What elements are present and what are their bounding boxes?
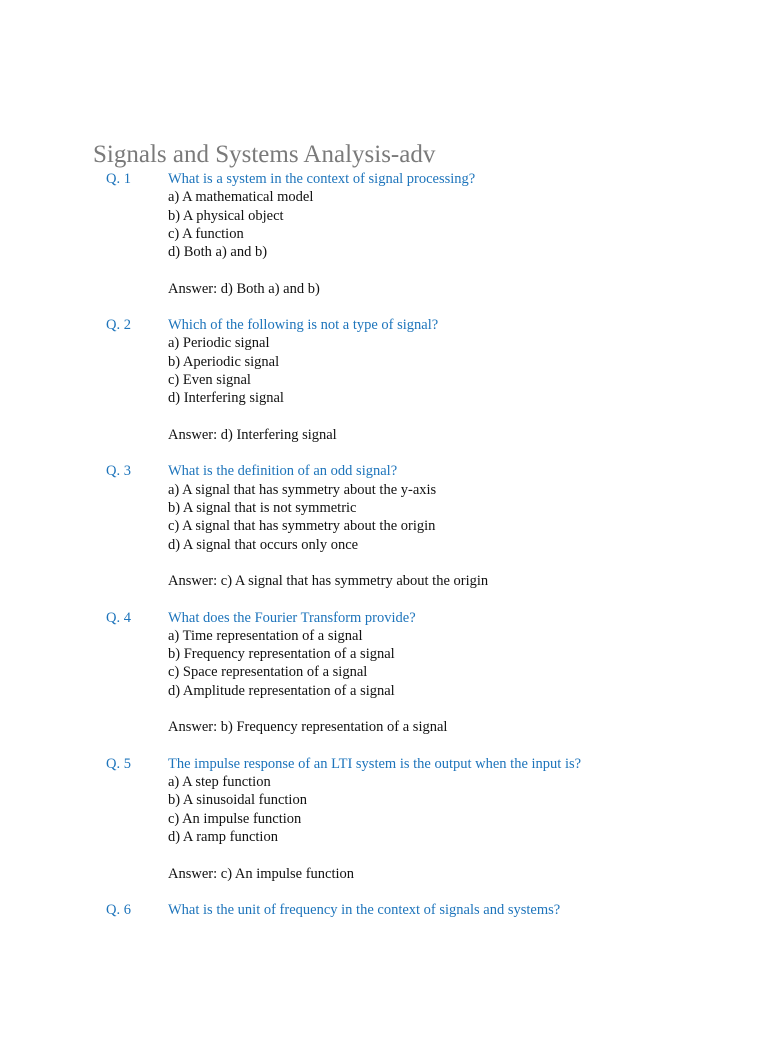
correct-answer: Answer: d) Both a) and b): [168, 280, 320, 297]
answer-option: a) A mathematical model: [168, 189, 314, 206]
answer-option: a) Periodic signal: [168, 335, 270, 352]
question-text: Which of the following is not a type of signal?: [168, 317, 439, 334]
question-block: [0, 901, 768, 1047]
correct-answer: Answer: d) Interfering signal: [168, 426, 337, 443]
question-body: [168, 609, 748, 737]
spacer: [168, 408, 748, 426]
answer-option: b) Frequency representation of a signal: [168, 646, 395, 663]
question-body: [168, 462, 748, 590]
answer-option: c) Space representation of a signal: [168, 664, 368, 681]
question-body: [168, 316, 748, 444]
question-text: What does the Fourier Transform provide?: [168, 609, 416, 626]
answer-option: c) An impulse function: [168, 810, 302, 827]
answer-option: a) A signal that has symmetry about the y-axis: [168, 481, 437, 498]
answer-option: d) A ramp function: [168, 828, 278, 845]
question-number: Q. 3: [106, 463, 131, 480]
question-text: What is a system in the context of signal processing?: [168, 171, 476, 187]
question-number: Q. 5: [106, 755, 131, 772]
question-body: [168, 901, 748, 919]
answer-option: a) A step function: [168, 774, 271, 791]
answer-option: b) A sinusoidal function: [168, 792, 307, 809]
spacer: [168, 261, 748, 279]
spacer: [168, 554, 748, 572]
answer-option: b) A signal that is not symmetric: [168, 499, 357, 516]
spacer: [168, 700, 748, 718]
question-body: [168, 170, 748, 298]
spacer: [168, 846, 748, 864]
answer-option: b) A physical object: [168, 207, 284, 224]
correct-answer: Answer: c) An impulse function: [168, 865, 355, 882]
answer-option: d) Interfering signal: [168, 390, 284, 407]
question-text: The impulse response of an LTI system is the output when the input is?: [168, 755, 582, 772]
question-list: [0, 170, 768, 1047]
answer-option: c) A function: [168, 225, 244, 242]
question-number: Q. 1: [106, 171, 131, 187]
correct-answer: Answer: c) A signal that has symmetry about the origin: [168, 573, 489, 590]
answer-option: c) Even signal: [168, 372, 251, 389]
question-block: [0, 609, 768, 755]
correct-answer: Answer: b) Frequency representation of a signal: [168, 719, 448, 736]
question-block: [0, 316, 768, 462]
answer-option: c) A signal that has symmetry about the origin: [168, 518, 436, 535]
answer-option: b) Aperiodic signal: [168, 353, 280, 370]
answer-option: a) Time representation of a signal: [168, 627, 363, 644]
document-title: Signals and Systems Analysis-adv: [93, 140, 436, 168]
answer-option: d) Both a) and b): [168, 244, 268, 261]
answer-option: d) A signal that occurs only once: [168, 536, 359, 553]
question-number: Q. 6: [106, 901, 131, 918]
answer-option: d) Amplitude representation of a signal: [168, 682, 395, 699]
question-text: What is the unit of frequency in the context of signals and systems?: [168, 901, 561, 918]
question-number: Q. 4: [106, 609, 131, 626]
question-number: Q. 2: [106, 317, 131, 334]
question-block: [0, 755, 768, 901]
question-block: [0, 170, 768, 316]
question-body: [168, 755, 748, 883]
question-block: [0, 462, 768, 608]
question-text: What is the definition of an odd signal?: [168, 463, 398, 480]
